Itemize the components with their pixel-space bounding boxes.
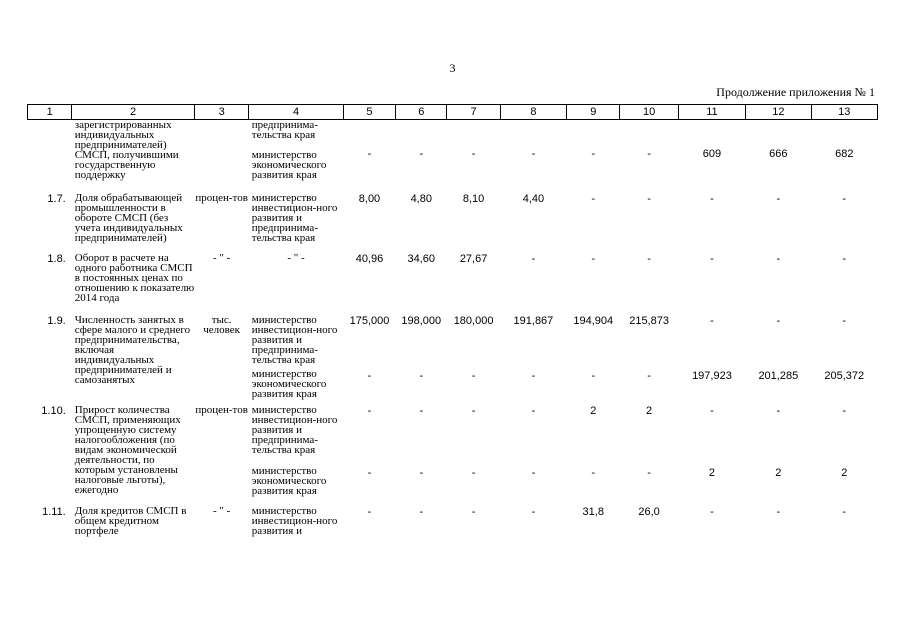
executor: министерство инвестицион-ного развития и предпринима-тельства края [251,314,338,366]
header-cell: 12 [746,105,811,120]
value-cell: 201,285 [758,370,799,382]
value-cell: - [776,315,781,327]
value-cell: - [842,405,847,417]
header-cell: 7 [447,105,500,120]
header-cell: 1 [28,105,72,120]
value-cell: - [471,467,476,480]
value-cell: 2 [708,467,715,480]
value-cell: - [647,193,651,205]
value-cell: - [710,506,714,518]
value-cell: 34,60 [407,253,436,265]
value-cell: 180,000 [453,315,494,327]
value-cell: 4,40 [522,193,545,205]
value-cell: - [710,253,714,265]
value-cell: - [367,148,372,161]
indicator-name: Оборот в расчете на одного работника СМСП в постоянных ценах по отношению к показателю 2014 года [74,252,195,304]
value-cell: 609 [702,148,722,161]
unit: - " - [212,505,231,517]
value-cell: - [419,148,424,161]
value-cell: - [367,370,372,382]
value-cell: - [591,253,596,265]
row-number: 1.9. [47,315,66,327]
value-cell: 191,867 [513,315,554,327]
header-cell: 10 [620,105,678,120]
table-row [28,253,878,315]
value-cell: 682 [835,148,854,161]
value-cell: 8,00 [358,193,381,205]
executor: предпринима-тельства края [251,119,318,141]
header-cell: 2 [72,105,195,120]
value-cell: - [647,253,651,265]
value-cell: 197,923 [692,370,732,382]
value-cell: - [419,370,424,382]
value-cell: - [531,370,536,382]
table-row [28,501,878,536]
value-cell: - [419,405,424,417]
value-cell: - [419,467,424,480]
value-cell: 666 [769,148,788,161]
unit: процен-тов [195,192,248,204]
value-cell: 8,10 [462,193,485,205]
value-cell: 194,904 [573,315,614,327]
value-cell: 40,96 [355,253,384,265]
value-cell: - [710,193,714,205]
value-cell: - [842,506,847,518]
value-cell: 2 [841,467,848,480]
table-row [28,315,878,365]
indicator-table [27,104,878,536]
table-row [28,190,878,253]
row-number: 1.11. [42,506,66,518]
value-cell: - [776,253,781,265]
value-cell: - [710,315,714,327]
value-cell: - [591,193,596,205]
value-cell: 4,80 [410,193,432,205]
value-cell: - [531,405,536,417]
executor: - " - [287,252,305,264]
row-number: 1.7. [47,193,66,205]
value-cell: 2 [775,467,782,480]
value-cell: - [776,405,781,417]
indicator-name: Численность занятых в сфере малого и среднего предпринимательства, включая индивидуальных предпринимателей и самозанятых [74,314,191,386]
appendix-continuation: Продолжение приложения № 1 [716,85,875,99]
header-cell: 8 [500,105,566,120]
value-cell: - [471,148,476,161]
row-number: 1.10. [41,405,66,417]
header-cell: 4 [249,105,344,120]
value-cell: - [591,370,596,382]
value-cell: - [531,467,536,480]
header-cell: 9 [567,105,620,120]
value-cell: - [531,506,536,518]
value-cell: - [419,506,424,518]
executor: министерство инвестицион-ного развития и предпринима-тельства края [251,404,338,456]
header-cell: 13 [811,105,877,120]
value-cell: - [776,193,781,205]
header-cell: 11 [678,105,745,120]
value-cell: 205,372 [824,370,865,382]
row-number: 1.8. [47,253,66,265]
value-cell: - [842,193,847,205]
value-cell: - [591,467,596,480]
table-row [28,120,878,147]
value-cell: - [842,315,847,327]
value-cell: 27,67 [459,253,488,265]
value-cell: - [367,467,372,480]
unit: процен-тов [195,404,248,416]
value-cell: - [710,405,714,417]
value-cell: 175,000 [349,315,390,327]
value-cell: - [367,506,372,518]
value-cell: 26,0 [638,506,660,518]
value-cell: 198,000 [401,315,442,327]
executor: министерство инвестицион-ного развития и предпринима-тельства края [251,192,338,244]
header-cell: 5 [343,105,395,120]
value-cell: - [647,148,651,161]
value-cell: - [591,148,596,161]
header-row [28,105,878,120]
value-cell: 2 [646,405,653,417]
page-number: 3 [449,61,456,75]
indicator-name: Доля обрабатывающей промышленности в обороте СМСП (без учета индивидуальных предпринимателей) [74,192,183,244]
unit: - " - [212,252,231,264]
executor: министерство инвестицион-ного развития и [251,505,338,537]
indicator-name: Прирост количества СМСП, применяющих упрощенную систему налогообложения (по видам экономической деятельности, по которым установлены налоговые льготы), ежегодно [74,404,181,496]
indicator-name: Доля кредитов СМСП в общем кредитном портфеле [74,505,187,537]
value-cell: 2 [590,405,597,417]
executor: министерство экономического развития края [251,149,327,182]
value-cell: - [367,405,372,417]
value-cell: - [531,253,536,265]
header-cell: 3 [194,105,248,120]
value-cell: - [471,506,476,518]
executor: министерство экономического развития края [251,368,327,400]
value-cell: 215,873 [629,315,669,327]
executor: министерство экономического развития края [251,465,327,498]
value-cell: - [471,405,476,417]
value-cell: - [531,148,536,161]
header-cell: 6 [396,105,447,120]
value-cell: - [471,370,476,382]
value-cell: 31,8 [582,506,604,518]
value-cell: - [776,506,781,518]
value-cell: - [842,253,847,265]
unit: тыс. человек [203,314,240,336]
indicator-name: зарегистрированных индивидуальных предпринимателей) СМСП, получившими государственную поддержку [74,119,179,181]
value-cell: - [647,370,651,382]
value-cell: - [647,467,651,480]
table-row [28,399,878,462]
